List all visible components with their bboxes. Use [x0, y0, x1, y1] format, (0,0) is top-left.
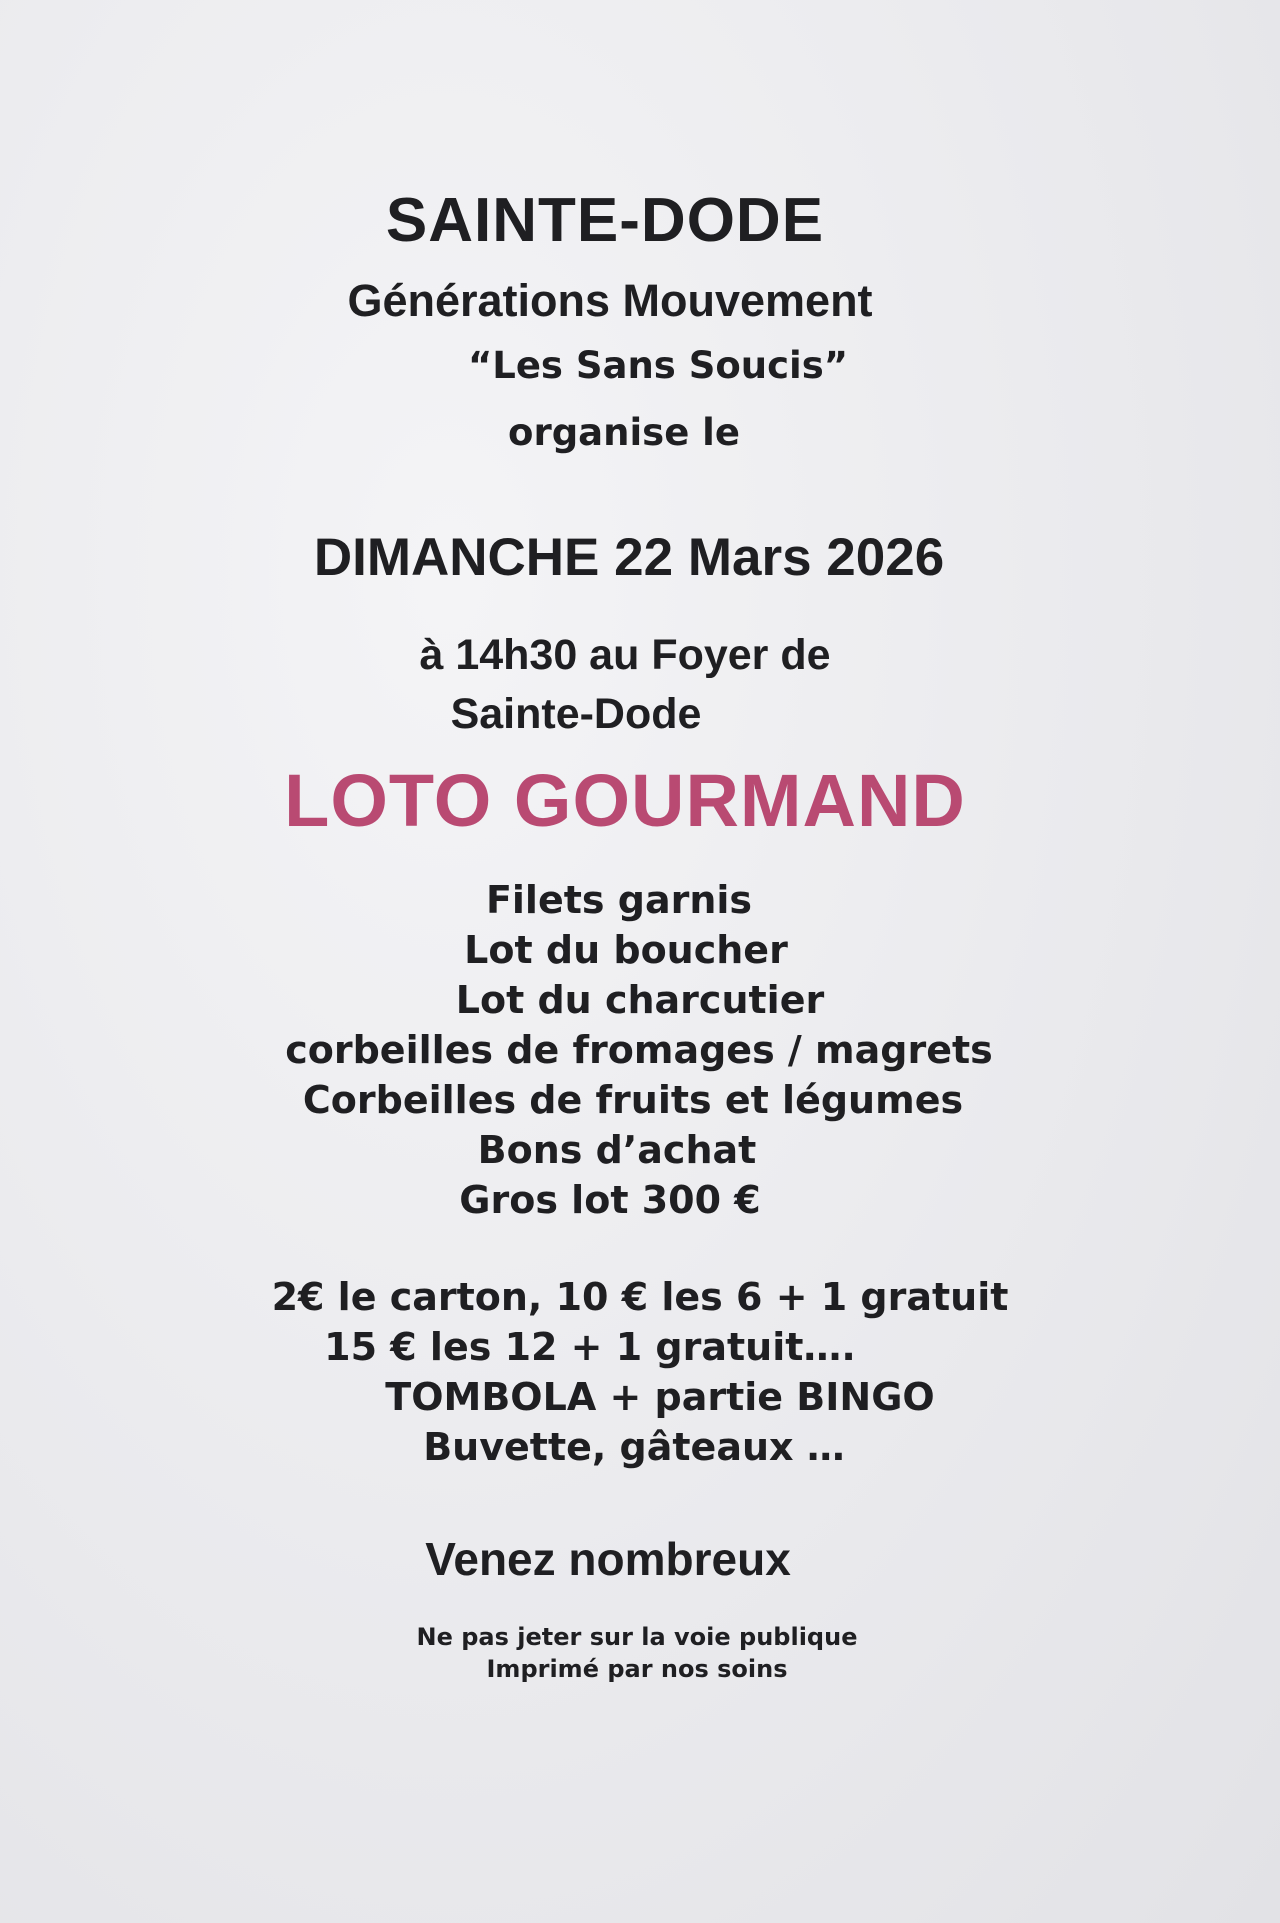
- prize-item-text: Filets garnis: [485, 878, 753, 922]
- pricing-line-text: TOMBOLA + partie BINGO: [385, 1375, 935, 1419]
- closing-call-text: Venez nombreux: [425, 1533, 791, 1585]
- town-title-text: SAINTE-DODE: [385, 186, 825, 255]
- association-name: [0, 275, 1280, 327]
- pricing-line: [0, 1275, 1280, 1319]
- pricing-line: [0, 1325, 1280, 1369]
- prize-item: [0, 1028, 1280, 1072]
- closing-call: [0, 1532, 1280, 1586]
- footer-note-text: Imprimé par nos soins: [486, 1655, 788, 1683]
- pricing-line-text: 2€ le carton, 10 € les 6 + 1 gratuit: [271, 1275, 1009, 1319]
- prize-item-text: corbeilles de fromages / magrets: [285, 1028, 993, 1072]
- prize-item: [0, 928, 1280, 972]
- pricing-line-text: 15 € les 12 + 1 gratuit….: [324, 1325, 856, 1369]
- event-time-place-text: à 14h30 au Foyer de: [419, 631, 831, 679]
- footer-note-text: Ne pas jeter sur la voie publique: [416, 1623, 858, 1651]
- event-venue-text: Sainte-Dode: [450, 690, 702, 738]
- pricing-line-text: Buvette, gâteaux …: [423, 1425, 845, 1469]
- prize-item-text: Bons d’achat: [477, 1128, 757, 1172]
- event-time-place: [0, 631, 1280, 680]
- prize-item: [0, 1128, 1280, 1172]
- footer-note: [0, 1655, 1280, 1683]
- pricing-line: [0, 1425, 1280, 1469]
- prize-item: [0, 1178, 1280, 1222]
- pricing-line: [0, 1375, 1280, 1419]
- club-name-text: “Les Sans Soucis”: [467, 344, 849, 387]
- event-venue: [0, 690, 1280, 739]
- event-date: [0, 527, 1280, 588]
- prize-item: [0, 1078, 1280, 1122]
- prize-item-text: Gros lot 300 €: [459, 1178, 761, 1222]
- prize-item-text: Lot du boucher: [464, 928, 788, 972]
- event-name: [0, 758, 1280, 843]
- town-title: [0, 185, 1280, 256]
- event-name-text: LOTO GOURMAND: [284, 759, 966, 842]
- prize-item: [0, 978, 1280, 1022]
- prize-item: [0, 878, 1280, 922]
- footer-note: [0, 1623, 1280, 1651]
- prize-item-text: Corbeilles de fruits et légumes: [302, 1078, 964, 1122]
- intro-text-value: organise le: [508, 411, 740, 454]
- intro-text: [0, 411, 1280, 454]
- club-name: [0, 344, 1280, 387]
- prize-item-text: Lot du charcutier: [455, 978, 825, 1022]
- event-date-text: DIMANCHE 22 Mars 2026: [313, 528, 945, 587]
- association-name-text: Générations Mouvement: [347, 275, 873, 326]
